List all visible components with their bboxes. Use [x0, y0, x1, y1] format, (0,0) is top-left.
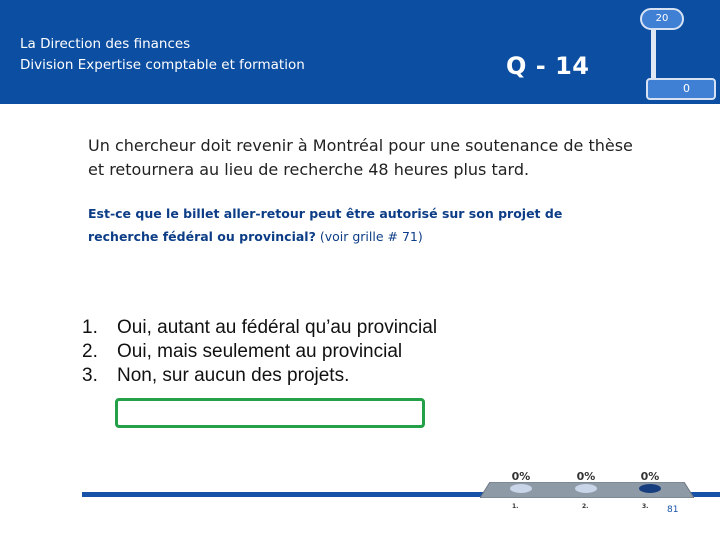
choice-text: Non, sur aucun des projets. [117, 365, 350, 386]
question-number: Q - 14 [506, 52, 590, 80]
answer-choice-2[interactable] [82, 340, 442, 364]
countdown-timer-start: 20 [640, 8, 684, 30]
result-label-2: 2. [582, 503, 589, 510]
result-percent-1: 0% [511, 470, 531, 483]
grid-reference: (voir grille # 71) [315, 229, 423, 244]
organization-name [20, 34, 305, 76]
answer-choices [82, 316, 442, 388]
question-line-2: recherche fédéral ou provincial? [88, 229, 316, 244]
answer-choice-1[interactable] [82, 316, 442, 340]
result-label-1: 1. [512, 503, 519, 510]
result-percent-3: 0% [640, 470, 660, 483]
result-bar-1 [510, 484, 532, 493]
result-bar-3 [639, 484, 661, 493]
question-line-1: Est-ce que le billet aller-retour peut être autorisé sur son projet de [88, 206, 563, 221]
scenario-text [88, 134, 688, 182]
choice-text: Oui, mais seulement au provincial [117, 341, 403, 362]
question-text [88, 202, 648, 248]
org-line-1: La Direction des finances [20, 36, 191, 52]
countdown-timer-end: 0 [646, 78, 716, 100]
scenario-line-1: Un chercheur doit revenir à Montréal pour une soutenance de thèse [88, 136, 633, 155]
result-percent-2: 0% [576, 470, 596, 483]
choice-number: 1. [82, 317, 98, 338]
answer-choice-3[interactable] [82, 364, 442, 388]
result-label-3: 3. [642, 503, 649, 510]
choice-number: 3. [82, 365, 98, 386]
choice-text: Oui, autant au fédéral qu’au provincial [117, 317, 438, 338]
correct-answer-highlight [115, 398, 425, 428]
org-line-2: Division Expertise comptable et formation [20, 57, 305, 73]
header-banner [0, 0, 720, 104]
result-bar-2 [575, 484, 597, 493]
page-number: 81 [667, 505, 679, 515]
scenario-line-2: et retournera au lieu de recherche 48 heures plus tard. [88, 160, 530, 179]
choice-number: 2. [82, 341, 98, 362]
